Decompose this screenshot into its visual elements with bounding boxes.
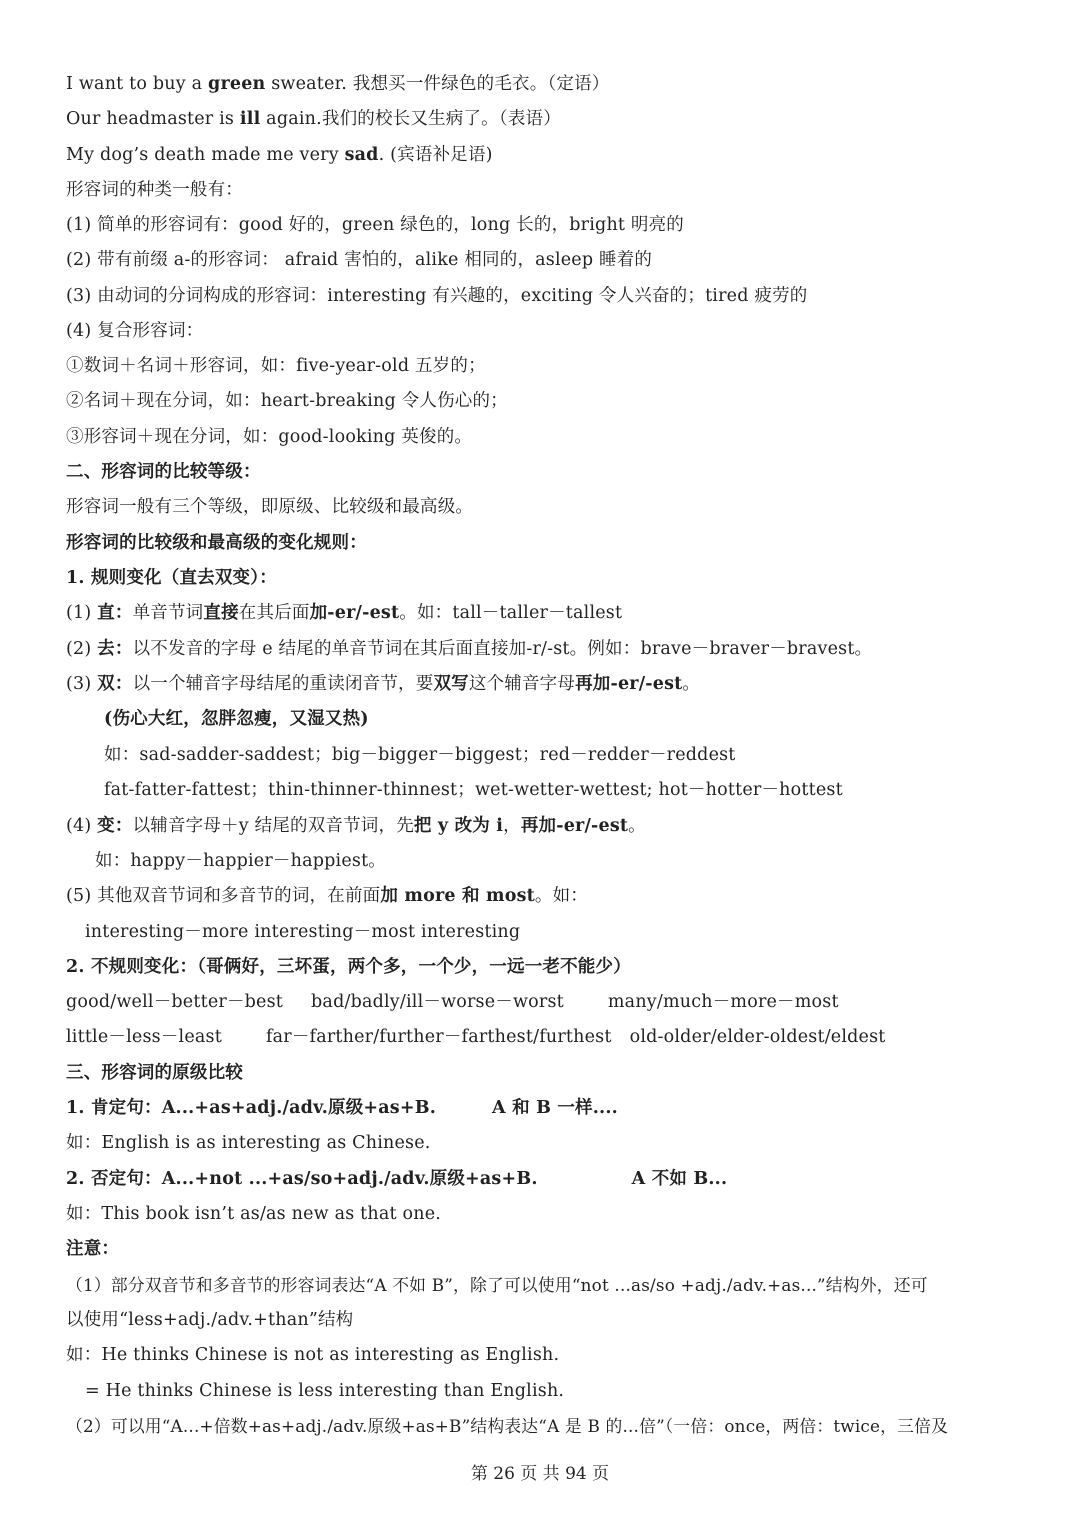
note-1-example-2: = He thinks Chinese is less interesting than English. bbox=[85, 1381, 565, 1401]
rule-3-examples-1: 如：sad-sadder-saddest；big－bigger－biggest；red－redder－reddest bbox=[104, 745, 736, 765]
note-1-line-2: 以使用“less+adj./adv.+than”结构 bbox=[66, 1310, 354, 1330]
irregular-title: 2. 不规则变化：（哥俩好，三坏蛋，两个多，一个少，一远一老不能少） bbox=[66, 957, 631, 977]
note-title: 注意： bbox=[66, 1239, 120, 1259]
rule-5: (5) 其他双音节词和多音节的词，在前面加 more 和 most。如： bbox=[66, 886, 589, 906]
kind-prefix-a: (2) 带有前缀 a-的形容词： afraid 害怕的，alike 相同的，asleep 睡着的 bbox=[66, 250, 653, 270]
section-3-title: 三、形容词的原级比较 bbox=[66, 1063, 243, 1083]
rule-5-example: interesting－more interesting－most interesting bbox=[85, 922, 521, 942]
negative-example: 如：This book isn’t as/as new as that one. bbox=[66, 1204, 442, 1224]
note-1-example-1: 如：He thinks Chinese is not as interesting as English. bbox=[66, 1345, 560, 1365]
rule-1: (1) 直：单音节词直接在其后面加-er/-est。如：tall－taller－tallest bbox=[66, 603, 623, 623]
regular-title: 1. 规则变化（直去双变）： bbox=[66, 568, 277, 588]
page-footer: 第 26 页 共 94 页 bbox=[470, 1464, 610, 1484]
rule-3: (3) 双：以一个辅音字母结尾的重读闭音节，要双写这个辅音字母再加-er/-est。 bbox=[66, 674, 701, 694]
rule-2: (2) 去：以不发音的字母 e 结尾的单音节词在其后面直接加-r/-st。例如：brave－braver－bravest。 bbox=[66, 639, 873, 659]
kind-compound: (4) 复合形容词： bbox=[66, 321, 204, 341]
note-1-line-1: （1）部分双音节和多音节的形容词表达“A 不如 B”，除了可以使用“not ...as/so +adj./adv.+as...”结构外，还可 bbox=[66, 1275, 928, 1295]
irregular-row-1: good/well－better－best bad/badly/ill－worse－worst many/much－more－most bbox=[66, 992, 839, 1012]
compound-2: ②名词＋现在分词，如：heart-breaking 令人伤心的； bbox=[66, 391, 508, 411]
kind-participle: (3) 由动词的分词构成的形容词：interesting 有兴趣的，exciting 令人兴奋的；tired 疲劳的 bbox=[66, 286, 808, 306]
rule-4-example: 如：happy－happier－happiest。 bbox=[95, 851, 386, 871]
negative-title: 2. 否定句：A...+not ...+as/so+adj./adv.原级+as+B. A 不如 B... bbox=[66, 1169, 728, 1189]
irregular-row-2: little－less－least far－farther/further－farthest/furthest old-older/elder-oldest/eldest bbox=[66, 1027, 886, 1047]
kinds-title: 形容词的种类一般有： bbox=[66, 180, 243, 200]
compound-1: ①数词＋名词＋形容词，如：five-year-old 五岁的； bbox=[66, 356, 486, 376]
section-2-title: 二、形容词的比较等级： bbox=[66, 462, 261, 482]
kind-simple: (1) 简单的形容词有：good 好的，green 绿色的，long 长的，bright 明亮的 bbox=[66, 215, 685, 235]
rule-3-mnemonic: (伤心大红，忽胖忽瘦，又湿又热) bbox=[104, 709, 369, 729]
example-predicative: Our headmaster is ill again.我们的校长又生病了。（表语） bbox=[66, 109, 561, 129]
positive-example: 如：English is as interesting as Chinese. bbox=[66, 1133, 431, 1153]
note-2: （2）可以用“A...+倍数+as+adj./adv.原级+as+B”结构表达“A 是 B 的...倍”（一倍：once，两倍：twice，三倍及 bbox=[66, 1416, 949, 1436]
rule-4: (4) 变：以辅音字母＋y 结尾的双音节词，先把 y 改为 i，再加-er/-est。 bbox=[66, 816, 646, 836]
compound-3: ③形容词＋现在分词，如：good-looking 英俊的。 bbox=[66, 427, 473, 447]
rules-title: 形容词的比较级和最高级的变化规则： bbox=[66, 533, 367, 553]
rule-3-examples-2: fat-fatter-fattest；thin-thinner-thinnest；wet-wetter-wettest; hot－hotter－hottest bbox=[104, 780, 843, 800]
example-attributive: I want to buy a green sweater. 我想买一件绿色的毛衣。（定语） bbox=[66, 74, 610, 94]
positive-title: 1. 肯定句：A...+as+adj./adv.原级+as+B. A 和 B 一样.... bbox=[66, 1098, 618, 1118]
example-complement: My dog’s death made me very sad. (宾语补足语) bbox=[66, 145, 493, 165]
section-2-intro: 形容词一般有三个等级，即原级、比较级和最高级。 bbox=[66, 497, 474, 517]
